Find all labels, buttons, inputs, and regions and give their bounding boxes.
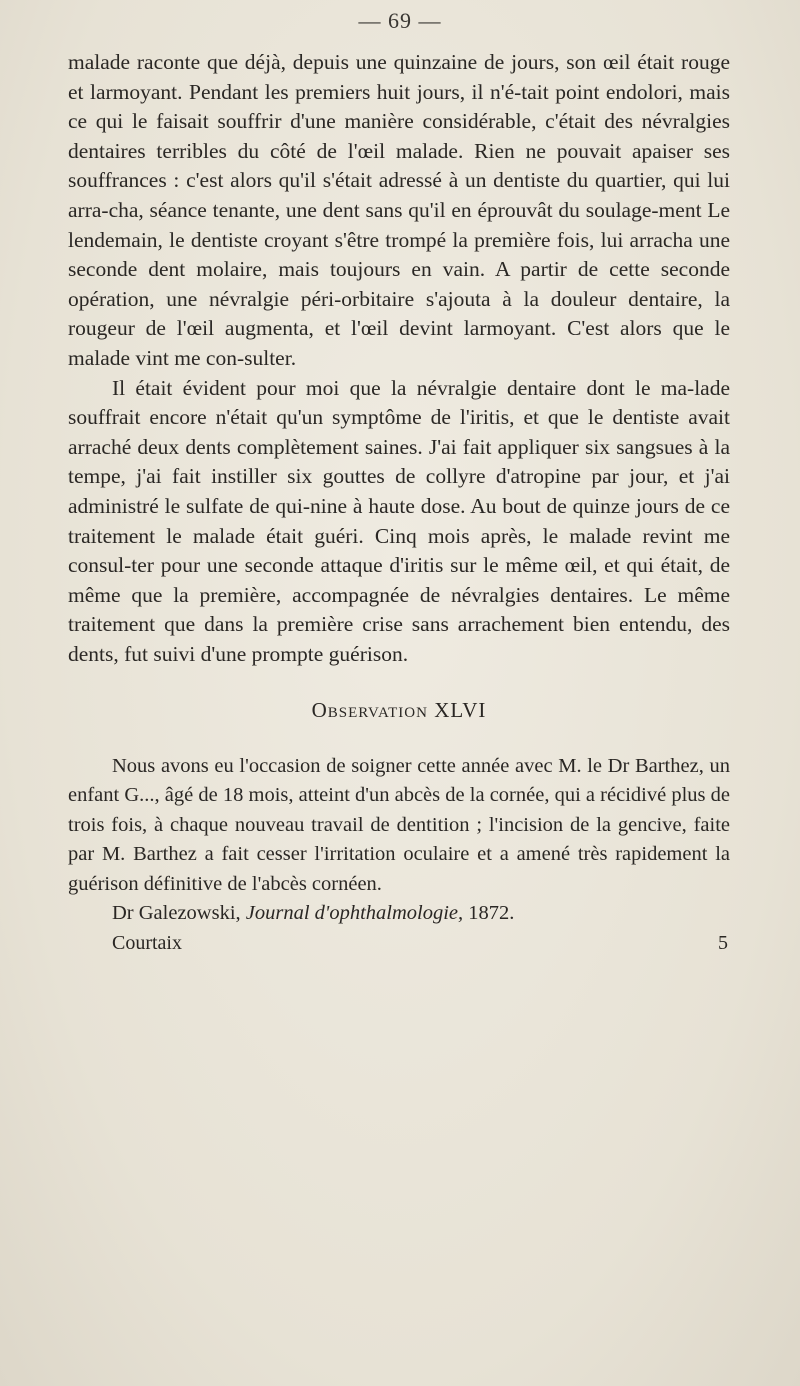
paragraph-observation: Nous avons eu l'occasion de soigner cette année avec M. le Dr Barthez, un enfant G..., âgé de 18 mois, atteint d'un abcès de la cornée, qui a récidivé plus de trois fois, à chaque nouveau travail de dentition ; l'incision de la gencive, faite par M. Barthez a fait cesser l'irritation oculaire et a amené très rapidement la guérison définitive de l'abcès cornéen.: [68, 755, 730, 895]
citation-journal: Journal d'ophthalmologie,: [245, 902, 464, 925]
main-text: [68, 48, 730, 957]
paragraph-continued: malade raconte que déjà, depuis une quinzaine de jours, son œil était rouge et larmoyant. Pendant les premiers huit jours, il n'é-tait point endolori, mais ce qui le faisait souffrir d'une manière considérable, c'était des névralgies dentaires terribles du côté de l'œil malade. Rien ne pouvait apaiser ses souffrances : c'est alors qu'il s'était adressé à un dentiste du quartier, qui lui arra-cha, séance tenante, une dent sans qu'il en éprouvât du soulage-ment Le lendemain, le dentiste croyant s'être trompé la première fois, lui arracha une seconde dent molaire, mais toujours en vain. A partir de cette seconde opération, une névralgie péri-orbitaire s'ajouta à la douleur dentaire, la rougeur de l'œil augmenta, et l'œil devint larmoyant. C'est alors que le malade vint me con-sulter.: [68, 50, 730, 370]
observation-heading-number: XLVI: [434, 698, 487, 723]
footer-signature-mark: 5: [718, 931, 728, 954]
citation-author: Dr Galezowski,: [112, 902, 241, 925]
page-number: — 69 —: [358, 8, 442, 33]
paragraph-treatment: Il était évident pour moi que la névralgie dentaire dont le ma-lade souffrait encore n'était qu'un symptôme de l'iritis, et que le dentiste avait arraché deux dents complètement saines. J'ai fait appliquer six sangsues à la tempe, j'ai fait instiller six gouttes de collyre d'atropine par jour, et j'ai administré le sulfate de qui-nine à haute dose. Au bout de quinze jours de ce traitement le malade était guéri. Cinq mois après, le malade revint me consul-ter pour une seconde attaque d'iritis sur le même œil, et qui était, de même que la première, accompagnée de névralgies dentaires. Le même traitement que dans la première crise sans arrachement bien entendu, des dents, fut suivi d'une prompte guérison.: [68, 375, 730, 666]
citation: [68, 899, 730, 928]
observation-heading-word: Observation: [311, 698, 428, 723]
footer-line: [68, 929, 730, 957]
observation-heading: [68, 696, 730, 726]
footer-author: Courtaix: [112, 931, 182, 954]
citation-year: 1872.: [468, 902, 515, 925]
